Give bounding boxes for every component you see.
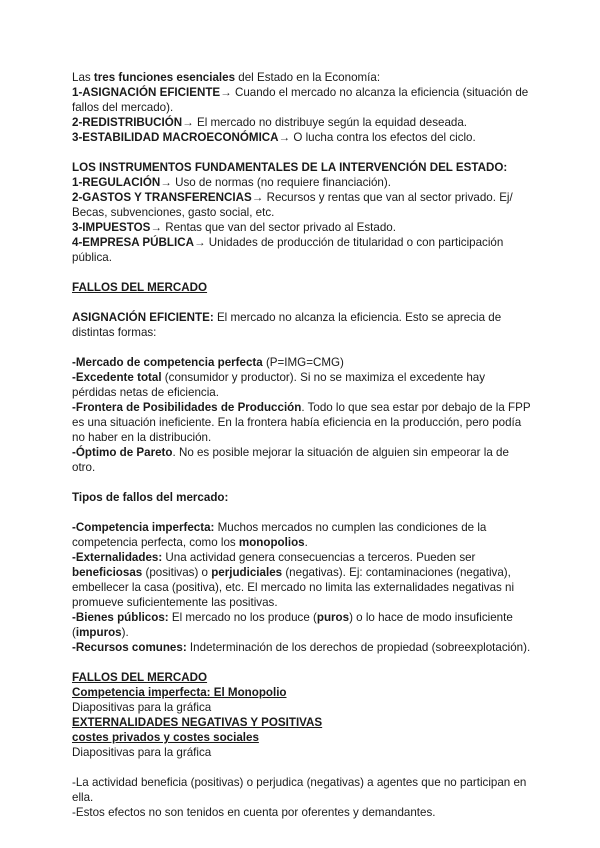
- slides-note-2: Diapositivas para la gráfica: [72, 746, 212, 759]
- instrument-1: [72, 175, 532, 190]
- tipos-heading-text: Tipos de fallos del mercado:: [72, 491, 229, 504]
- tipo-3-bold-2: impuros: [75, 626, 122, 639]
- mercado-item-3: [72, 400, 532, 445]
- mercado-item-4-label: -Óptimo de Pareto: [72, 446, 173, 459]
- function-3-text: → O lucha contra los efectos del ciclo.: [278, 131, 476, 144]
- fallos-heading-text: FALLOS DEL MERCADO: [72, 281, 208, 294]
- tipo-2: [72, 550, 532, 610]
- fallos-heading-2: [72, 670, 532, 685]
- mercado-item-4-text: . No es posible mejorar la situación de alguien sin empeorar la de otro.: [72, 446, 509, 474]
- tipo-1: [72, 520, 532, 550]
- tipo-2-rest: (negativas). Ej: contaminaciones (negativa), embellecer la casa (positiva), etc. El mercado no limita las externalidades negativas ni promueve suficientemente las positivas.: [72, 566, 515, 609]
- fallos-heading: [72, 280, 532, 295]
- function-3: [72, 130, 532, 145]
- function-1-label: 1-ASIGNACIÓN EFICIENTE: [72, 86, 221, 99]
- function-3-label: 3-ESTABILIDAD MACROECONÓMICA: [72, 131, 279, 144]
- tipo-3-label: -Bienes públicos:: [72, 611, 169, 624]
- tipo-2-label: -Externalidades:: [72, 551, 163, 564]
- tipos-heading: [72, 490, 532, 505]
- instrument-3-label: 3-IMPUESTOS: [72, 221, 151, 234]
- mercado-item-2: [72, 370, 532, 400]
- fallos-heading-2-text: FALLOS DEL MERCADO: [72, 671, 208, 684]
- tipo-1-label: -Competencia imperfecta:: [72, 521, 215, 534]
- tipo-4-label: -Recursos comunes:: [72, 641, 187, 654]
- tipo-3-end: ).: [121, 626, 129, 639]
- intro-text-rest: del Estado en la Economía:: [235, 71, 381, 84]
- slides-note-1: Diapositivas para la gráfica: [72, 701, 212, 714]
- intro-text: Las: [72, 71, 94, 84]
- function-1-text: → Cuando el mercado no alcanza la eficiencia (situación de fallos del mercado).: [72, 86, 529, 114]
- instrument-2-label: 2-GASTOS Y TRANSFERENCIAS: [72, 191, 252, 204]
- mercado-item-1-text: (P=IMG=CMG): [262, 356, 344, 369]
- externalidades-paragraph-1: -La actividad beneficia (positivas) o perjudica (negativas) a agentes que no participan en ella.: [72, 776, 527, 804]
- tipo-1-bold: monopolios: [238, 536, 305, 549]
- asignacion-text: El mercado no alcanza la eficiencia. Esto se aprecia de distintas formas:: [72, 311, 502, 339]
- tipo-3-bold-1: puros: [316, 611, 350, 624]
- asignacion-paragraph: [72, 310, 532, 340]
- mercado-item-2-text: (consumidor y productor). Si no se maximiza el excedente hay pérdidas netas de eficiencia.: [72, 371, 486, 399]
- function-2-text: → El mercado no distribuye según la equidad deseada.: [182, 116, 468, 129]
- instrument-3: [72, 220, 532, 235]
- tipo-4: [72, 640, 532, 655]
- tipo-4-text: Indeterminación de los derechos de propiedad (sobreexplotación).: [186, 641, 531, 654]
- tipo-2-text: Una actividad genera consecuencias a terceros. Pueden ser: [162, 551, 476, 564]
- asignacion-label: ASIGNACIÓN EFICIENTE:: [72, 311, 214, 324]
- instrument-2-text: → Recursos y rentas que van al sector privado. Ej/ Becas, subvenciones, gasto social, etc.: [72, 191, 513, 219]
- instrument-4-label: 4-EMPRESA PÚBLICA: [72, 236, 194, 249]
- costes-subheading-text: costes privados y costes sociales: [72, 731, 259, 744]
- intro-paragraph: [72, 70, 532, 85]
- function-2: [72, 115, 532, 130]
- tipo-2-bold-1: beneficiosas: [72, 566, 143, 579]
- tipo-3-mid: ) o lo hace de modo insuficiente (: [72, 611, 513, 639]
- externalidades-subheading: [72, 715, 532, 730]
- monopolio-subheading-text: Competencia imperfecta: El Monopolio: [72, 686, 287, 699]
- tipo-1-end: .: [304, 536, 308, 549]
- instruments-heading-text: LOS INSTRUMENTOS FUNDAMENTALES DE LA INTERVENCIÓN DEL ESTADO:: [72, 161, 508, 174]
- intro-bold: tres funciones esenciales: [93, 71, 236, 84]
- instrument-1-label: 1-REGULACIÓN: [72, 176, 161, 189]
- externalidades-paragraph-2: -Estos efectos no son tenidos en cuenta por oferentes y demandantes.: [72, 806, 436, 819]
- tipo-2-bold-2: perjudiciales: [211, 566, 283, 579]
- function-2-label: 2-REDISTRIBUCIÓN: [72, 116, 183, 129]
- function-1: [72, 85, 532, 115]
- instrument-4-text: → Unidades de producción de titularidad o con participación pública.: [72, 236, 504, 264]
- instruments-heading: [72, 160, 532, 175]
- tipo-3: [72, 610, 532, 640]
- document-page: [72, 70, 532, 820]
- monopolio-subheading: [72, 685, 532, 700]
- externalidades-subheading-text: EXTERNALIDADES NEGATIVAS Y POSITIVAS: [72, 716, 323, 729]
- mercado-item-4: [72, 445, 532, 475]
- mercado-item-1: [72, 355, 532, 370]
- mercado-item-2-label: -Excedente total: [72, 371, 162, 384]
- mercado-item-1-label: -Mercado de competencia perfecta: [72, 356, 263, 369]
- instrument-4: [72, 235, 532, 265]
- tipo-1-text: Muchos mercados no cumplen las condiciones de la competencia perfecta, como los: [72, 521, 487, 549]
- mercado-item-3-label: -Frontera de Posibilidades de Producción: [72, 401, 302, 414]
- instrument-2: [72, 190, 532, 220]
- instrument-1-text: → Uso de normas (no requiere financiación).: [160, 176, 391, 189]
- mercado-item-3-text: . Todo lo que sea estar por debajo de la FPP es una situación ineficiente. En la frontera había eficiencia en la producción, pero podía no haber en la distribución.: [72, 401, 531, 444]
- instrument-3-text: → Rentas que van del sector privado al Estado.: [150, 221, 396, 234]
- tipo-2-mid: (positivas) o: [142, 566, 212, 579]
- tipo-3-text: El mercado no los produce (: [168, 611, 317, 624]
- costes-subheading: [72, 730, 532, 745]
